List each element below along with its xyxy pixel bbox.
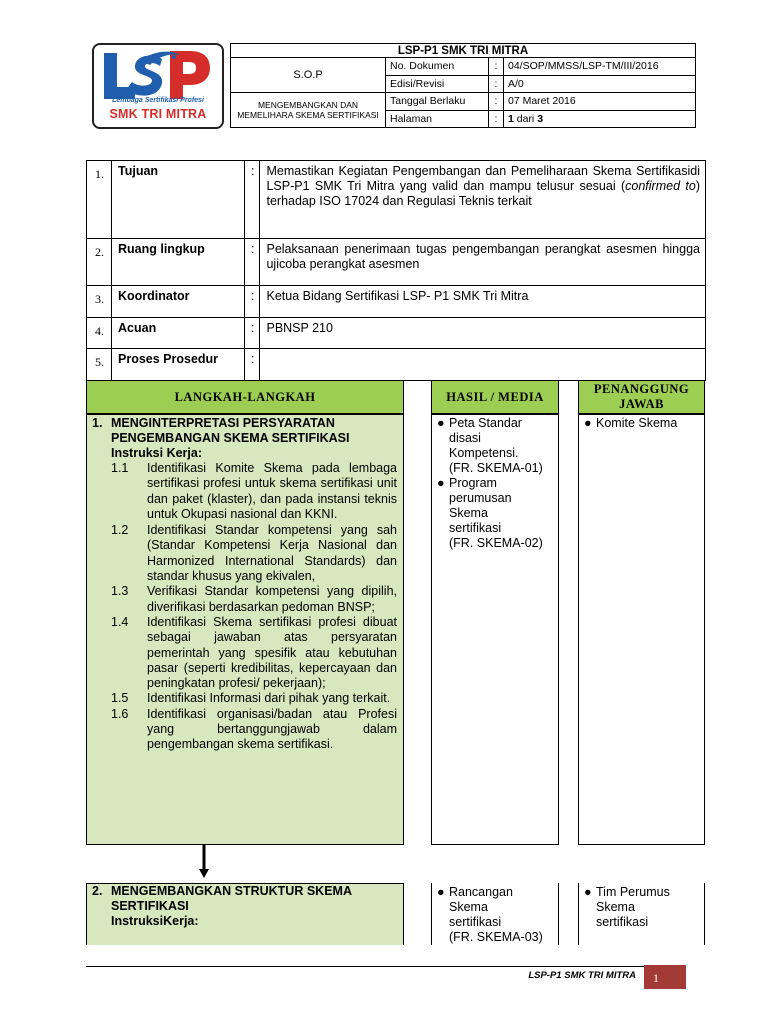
item-text: Identifikasi Informasi dari pihak yang terkait. — [147, 691, 391, 706]
bullet-icon: ● — [437, 416, 445, 430]
page-current: 1 — [508, 112, 514, 125]
list-item — [437, 416, 555, 476]
result-line: sertifikasi — [449, 521, 502, 535]
header-colon: : — [489, 58, 504, 76]
step-2-title — [92, 884, 398, 929]
pic-text: Komite Skema — [596, 416, 678, 430]
info-number: 3. — [87, 286, 112, 318]
result-ref: (FR. SKEMA-01) — [449, 461, 543, 475]
footer-rule — [86, 966, 686, 967]
item-text: Identifikasi organisasi/badan atau Profesi yang bertanggungjawab dalam pengembangan skema sertifikasi. — [147, 706, 397, 752]
header-value-date: 07 Maret 2016 — [504, 93, 696, 111]
pic-line: Tim Perumus — [596, 885, 670, 899]
result-line: Program — [449, 476, 497, 490]
info-number: 2. — [87, 239, 112, 286]
info-colon: : — [245, 161, 260, 239]
bullet-icon: ● — [584, 885, 592, 899]
procedure-info-table — [86, 160, 706, 381]
step-1-number: 1. — [92, 416, 103, 430]
step-2-title-line1: MENGEMBANGKAN STRUKTUR SKEMA — [111, 884, 352, 898]
page-of: dari — [513, 112, 538, 125]
item-text: Identifikasi Skema sertifikasi profesi dibuat sebagai jawaban atas persyaratan pemerintah yang spesifik atau kebutuhan pasar (seperti kredibilitas, kepercayaan dan peningkatan profesi/ pekerjaan); — [147, 614, 397, 691]
step-1-pic-box — [578, 414, 705, 845]
step-2-result — [437, 885, 555, 945]
info-label-proses: Proses Prosedur — [112, 349, 245, 381]
bullet-icon: ● — [437, 885, 445, 899]
bullet-icon: ● — [584, 416, 592, 430]
item-number: 1.6 — [111, 706, 129, 721]
header-value-page — [504, 110, 696, 128]
item-text: Verifikasi Standar kompetensi yang dipilih, diverifikasi berdasarkan pedoman BNSP; — [147, 584, 397, 614]
header-colon: : — [489, 75, 504, 93]
tujuan-text-a: Memastikan Kegiatan Pengembangan dan Pemeliharaan Skema Sertifikasidi LSP-P1 SMK Tri Mitra yang valid dan mampu telusur sesuai ( — [266, 164, 700, 193]
arrow-down-icon — [196, 845, 212, 879]
header-key-doc: No. Dokumen — [386, 58, 489, 76]
step-1-instruction-list — [111, 461, 397, 753]
pic-line: sertifikasi — [596, 915, 649, 929]
info-number: 5. — [87, 349, 112, 381]
step-1-instruction-label: Instruksi Kerja: — [111, 446, 203, 460]
header-key-page: Halaman — [386, 110, 489, 128]
logo-name: SMK TRI MITRA — [109, 107, 207, 121]
item-text: Identifikasi Standar kompetensi yang sah (Standar Kompetensi Kerja Nasional dan Harmonized International Standards) dan standar khusus yang ekivalen, — [147, 523, 397, 584]
list-item — [437, 476, 555, 551]
item-text: Identifikasi Komite Skema pada lembaga sertifikasi profesi untuk skema sertifikasi unit dan paket (klaster), dan pada instansi teknis untuk Okupasi nasional dan KKNI. — [147, 461, 397, 521]
info-text-acuan: PBNSP 210 — [260, 318, 706, 349]
step-1-title — [92, 416, 398, 461]
page-number-badge: 1 — [644, 965, 686, 989]
step-2-pic — [584, 885, 702, 930]
header-title: LSP-P1 SMK TRI MITRA — [231, 44, 696, 58]
logo-tagline: Lembaga Sertifikasi Profesi — [112, 97, 204, 104]
tujuan-text-b: ) terhadap ISO 17024 dan Regulasi Teknis terkait — [266, 179, 701, 208]
bullet-icon: ● — [437, 476, 445, 490]
pic-header-line2: JAWAB — [619, 397, 664, 411]
tujuan-text-emphasis: confirmed to — [625, 179, 696, 193]
lsp-logo — [92, 43, 224, 129]
header-value-doc: 04/SOP/MMSS/LSP-TM/III/2016 — [504, 58, 696, 76]
step-2-instruction-label: InstruksiKerja: — [111, 914, 199, 928]
info-number: 4. — [87, 318, 112, 349]
info-colon: : — [245, 239, 260, 286]
info-label-acuan: Acuan — [112, 318, 245, 349]
lsp-logo-mark — [100, 47, 216, 103]
step-1-title-line1: MENGINTERPRETASI PERSYARATAN — [111, 416, 335, 430]
step-2-title-line2: SERTIFIKASI — [111, 899, 189, 913]
result-ref: (FR. SKEMA-02) — [449, 536, 543, 550]
result-line: Skema — [449, 506, 488, 520]
item-number: 1.3 — [111, 584, 129, 599]
column-header-result: HASIL / MEDIA — [431, 380, 559, 414]
result-ref: (FR. SKEMA-03) — [449, 930, 543, 944]
header-colon: : — [489, 93, 504, 111]
item-number: 1.4 — [111, 614, 129, 629]
list-item — [111, 691, 397, 706]
item-number: 1.5 — [111, 691, 129, 706]
header-colon: : — [489, 110, 504, 128]
info-colon: : — [245, 318, 260, 349]
pic-line: Skema — [596, 900, 635, 914]
step-1-pic — [584, 416, 702, 431]
header-key-date: Tanggal Berlaku — [386, 93, 489, 111]
info-text-proses — [260, 349, 706, 381]
result-line: perumusan — [449, 491, 512, 505]
document-header-table — [230, 43, 696, 128]
result-line: Rancangan — [449, 885, 513, 899]
info-label-koordinator: Koordinator — [112, 286, 245, 318]
list-item — [111, 707, 397, 753]
list-item — [111, 461, 397, 522]
result-line: disasi — [449, 431, 481, 445]
step-2-number: 2. — [92, 884, 103, 898]
column-header-steps: LANGKAH-LANGKAH — [86, 380, 404, 414]
list-item — [111, 523, 397, 584]
result-line: Peta Standar — [449, 416, 522, 430]
info-text-koordinator: Ketua Bidang Sertifikasi LSP- P1 SMK Tri Mitra — [260, 286, 706, 318]
info-label-ruang-lingkup: Ruang lingkup — [112, 239, 245, 286]
header-subject: MENGEMBANGKAN DAN MEMELIHARA SKEMA SERTIFIKASI — [231, 93, 386, 128]
result-line: Skema — [449, 900, 488, 914]
page-total: 3 — [537, 112, 544, 125]
info-colon: : — [245, 349, 260, 381]
info-label-tujuan: Tujuan — [112, 161, 245, 239]
footer-text: LSP-P1 SMK TRI MITRA — [528, 970, 636, 981]
pic-header-line1: PENANGGUNG — [593, 382, 690, 396]
info-text-tujuan — [260, 161, 706, 239]
result-line: Kompetensi. — [449, 446, 519, 460]
step-1-results — [437, 416, 555, 551]
header-sop: S.O.P — [231, 58, 386, 93]
result-line: sertifikasi — [449, 915, 502, 929]
column-header-pic — [578, 380, 705, 414]
list-item — [111, 615, 397, 691]
info-text-ruang-lingkup: Pelaksanaan penerimaan tugas pengembangan perangkat asesmen hingga ujicoba perangkat asesmen — [260, 239, 706, 286]
step-1-title-line2: PENGEMBANGAN SKEMA SERTIFIKASI — [111, 431, 350, 445]
item-number: 1.1 — [111, 461, 129, 475]
item-number: 1.2 — [111, 523, 129, 538]
info-colon: : — [245, 286, 260, 318]
info-number: 1. — [87, 161, 112, 239]
header-key-edition: Edisi/Revisi — [386, 75, 489, 93]
header-value-edition: A/0 — [504, 75, 696, 93]
list-item — [111, 584, 397, 615]
